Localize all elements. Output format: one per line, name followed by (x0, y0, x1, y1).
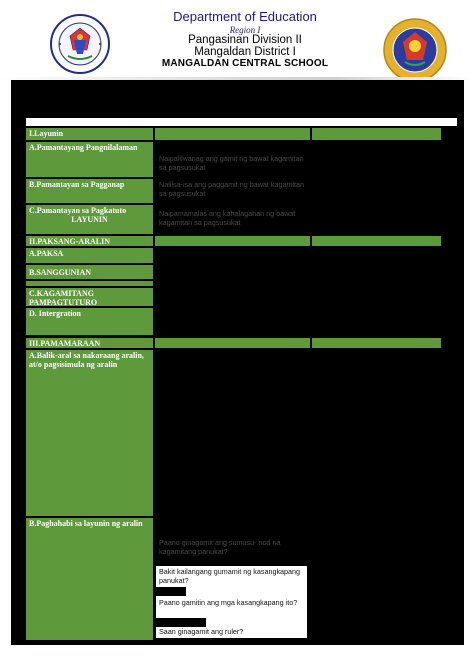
division-label: Pangasinan Division II (188, 34, 302, 46)
row-pagkatuto (26, 205, 153, 234)
title-bar (26, 118, 457, 126)
paksang-aralin-col2 (155, 236, 310, 246)
region-label: Region I (229, 25, 261, 35)
question-1: Bakit kailangang gumamit ng kasangkapang panukat? (159, 567, 301, 585)
question-divider-1 (156, 587, 186, 596)
question-2: Paano gamitin ang mga kasangkapang ito? (159, 598, 298, 607)
page-footer (0, 645, 474, 670)
letterhead (0, 0, 474, 80)
row-paghahabi: B.Paghahabi sa layunin ng aralin (26, 518, 153, 640)
pagkatuto-sub-label: LAYUNIN (71, 215, 108, 224)
deped-seal-icon (50, 14, 110, 74)
row-pangnilalaman: A.Pamantayang Pangnilalaman (26, 142, 153, 177)
district-label: Mangaldan District I (194, 46, 296, 58)
layunin-col2 (155, 128, 310, 140)
pamamaraan-col3 (312, 338, 441, 348)
row-intergration: D. Intergration (26, 308, 153, 335)
row-pagganap: B.Pamantayan sa Pagganap (26, 179, 153, 203)
row-layunin: I.Layunin (26, 128, 153, 140)
row-pamamaraan: III.PAMAMARAAN (26, 338, 153, 348)
layunin-col3 (312, 128, 441, 140)
school-seal-icon (383, 18, 447, 82)
lesson-plan-page (11, 80, 464, 645)
row-paksang-aralin: II.PAKSANG-ARALIN (26, 236, 153, 246)
paksang-aralin-col3 (312, 236, 441, 246)
row-sanggunian: B.SANGGUNIAN (26, 267, 153, 279)
school-name: MANGALDAN CENTRAL SCHOOL (161, 58, 329, 69)
pagkatuto-text: Naipamamalas ang kahalagahan ng bawat kagamitan sa pagsusukat (159, 209, 296, 227)
row-sanggunian-spacer (26, 281, 153, 286)
row-balik-aral: A.Balik-aral sa nakaraang aralin, at/o pagsisimula ng aralin (26, 350, 153, 516)
pangnilalaman-text: Naipalilwanag ang gamit ng bawat kagamitan sa pagsusukat (159, 154, 304, 172)
row-paksa: A.PAKSA (26, 248, 153, 263)
question-3: Saan ginagamit ang ruler? (159, 627, 244, 636)
pagkatuto-label: C.Pamantayan sa Pagkatuto (29, 206, 127, 215)
paghahabi-text: Paano ginagamit ang sumusu- nod na kagamitang panukat? (159, 538, 281, 556)
row-kagamitang: C.KAGAMITANG PAMPAGTUTURO (26, 288, 153, 306)
pamamaraan-col2 (155, 338, 310, 348)
department-title: Department of Education (173, 9, 317, 24)
pagganap-text: Nalilsa-isa ang paggamit ng bawat kagamitan sa pagsusukat (159, 180, 305, 198)
question-divider-2 (156, 618, 206, 627)
